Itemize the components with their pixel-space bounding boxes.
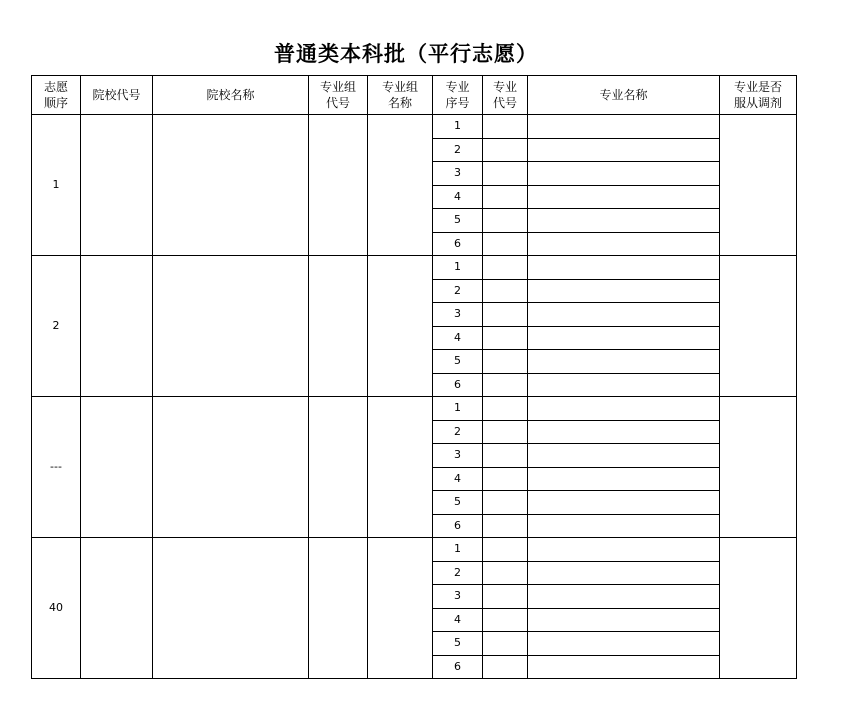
major-code-cell[interactable] [483,326,528,350]
header-group-code: 专业组 代号 [309,76,368,115]
adjust-cell[interactable] [720,397,797,538]
major-name-cell[interactable] [528,491,720,515]
volunteer-order-cell: 2 [32,256,81,397]
major-code-cell[interactable] [483,491,528,515]
major-code-cell[interactable] [483,279,528,303]
major-name-cell[interactable] [528,444,720,468]
major-code-cell[interactable] [483,256,528,280]
major-code-cell[interactable] [483,115,528,139]
header-major-code: 专业 代号 [483,76,528,115]
major-code-cell[interactable] [483,397,528,421]
group-name-cell[interactable] [368,397,433,538]
school-name-cell[interactable] [153,256,309,397]
major-seq-cell: 4 [433,326,483,350]
major-code-cell[interactable] [483,420,528,444]
major-code-cell[interactable] [483,608,528,632]
major-seq-cell: 6 [433,655,483,679]
table-row [32,538,797,562]
major-code-cell[interactable] [483,444,528,468]
major-seq-cell: 3 [433,162,483,186]
group-name-cell[interactable] [368,256,433,397]
group-name-cell[interactable] [368,538,433,679]
group-code-cell[interactable] [309,538,368,679]
major-name-cell[interactable] [528,303,720,327]
school-name-cell[interactable] [153,538,309,679]
major-code-cell[interactable] [483,585,528,609]
major-code-cell[interactable] [483,538,528,562]
major-name-cell[interactable] [528,350,720,374]
major-name-cell[interactable] [528,467,720,491]
major-name-cell[interactable] [528,162,720,186]
major-code-cell[interactable] [483,514,528,538]
major-seq-cell: 1 [433,397,483,421]
major-name-cell[interactable] [528,538,720,562]
school-code-cell[interactable] [81,397,153,538]
major-name-cell[interactable] [528,561,720,585]
major-seq-cell: 1 [433,256,483,280]
group-code-cell[interactable] [309,115,368,256]
table-row [32,397,797,421]
school-code-cell[interactable] [81,256,153,397]
major-seq-cell: 4 [433,185,483,209]
group-code-cell[interactable] [309,256,368,397]
school-name-cell[interactable] [153,115,309,256]
major-code-cell[interactable] [483,655,528,679]
major-seq-cell: 2 [433,561,483,585]
major-name-cell[interactable] [528,373,720,397]
major-code-cell[interactable] [483,138,528,162]
header-order: 志愿 顺序 [32,76,81,115]
major-name-cell[interactable] [528,256,720,280]
header-row [32,76,797,115]
major-name-cell[interactable] [528,608,720,632]
major-seq-cell: 2 [433,420,483,444]
adjust-cell[interactable] [720,115,797,256]
major-code-cell[interactable] [483,373,528,397]
major-seq-cell: 6 [433,373,483,397]
major-name-cell[interactable] [528,279,720,303]
volunteer-order-cell: --- [32,397,81,538]
major-code-cell[interactable] [483,561,528,585]
adjust-cell[interactable] [720,538,797,679]
major-seq-cell: 2 [433,279,483,303]
major-name-cell[interactable] [528,514,720,538]
major-seq-cell: 4 [433,608,483,632]
major-code-cell[interactable] [483,162,528,186]
major-code-cell[interactable] [483,232,528,256]
major-seq-cell: 1 [433,115,483,139]
major-seq-cell: 3 [433,303,483,327]
volunteer-form-table [31,75,797,679]
major-name-cell[interactable] [528,632,720,656]
school-code-cell[interactable] [81,538,153,679]
header-adjust: 专业是否 服从调剂 [720,76,797,115]
form-body [32,115,797,679]
major-code-cell[interactable] [483,350,528,374]
header-school-name: 院校名称 [153,76,309,115]
table-row [32,256,797,280]
major-code-cell[interactable] [483,467,528,491]
major-name-cell[interactable] [528,115,720,139]
major-name-cell[interactable] [528,232,720,256]
header-major-name: 专业名称 [528,76,720,115]
major-seq-cell: 1 [433,538,483,562]
major-name-cell[interactable] [528,326,720,350]
major-name-cell[interactable] [528,185,720,209]
school-code-cell[interactable] [81,115,153,256]
major-seq-cell: 6 [433,232,483,256]
major-code-cell[interactable] [483,303,528,327]
group-name-cell[interactable] [368,115,433,256]
page-title: 普通类本科批（平行志愿） [274,42,538,66]
major-seq-cell: 5 [433,350,483,374]
major-name-cell[interactable] [528,585,720,609]
major-seq-cell: 3 [433,585,483,609]
major-seq-cell: 5 [433,632,483,656]
major-seq-cell: 3 [433,444,483,468]
volunteer-order-cell: 1 [32,115,81,256]
header-major-seq: 专业 序号 [433,76,483,115]
major-name-cell[interactable] [528,655,720,679]
volunteer-order-cell: 40 [32,538,81,679]
adjust-cell[interactable] [720,256,797,397]
major-code-cell[interactable] [483,185,528,209]
major-name-cell[interactable] [528,209,720,233]
major-seq-cell: 4 [433,467,483,491]
major-seq-cell: 2 [433,138,483,162]
group-code-cell[interactable] [309,397,368,538]
major-seq-cell: 5 [433,209,483,233]
major-seq-cell: 6 [433,514,483,538]
header-school-code: 院校代号 [81,76,153,115]
header-group-name: 专业组 名称 [368,76,433,115]
table-row [32,115,797,139]
major-code-cell[interactable] [483,209,528,233]
major-seq-cell: 5 [433,491,483,515]
major-code-cell[interactable] [483,632,528,656]
major-name-cell[interactable] [528,138,720,162]
major-name-cell[interactable] [528,420,720,444]
major-name-cell[interactable] [528,397,720,421]
school-name-cell[interactable] [153,397,309,538]
